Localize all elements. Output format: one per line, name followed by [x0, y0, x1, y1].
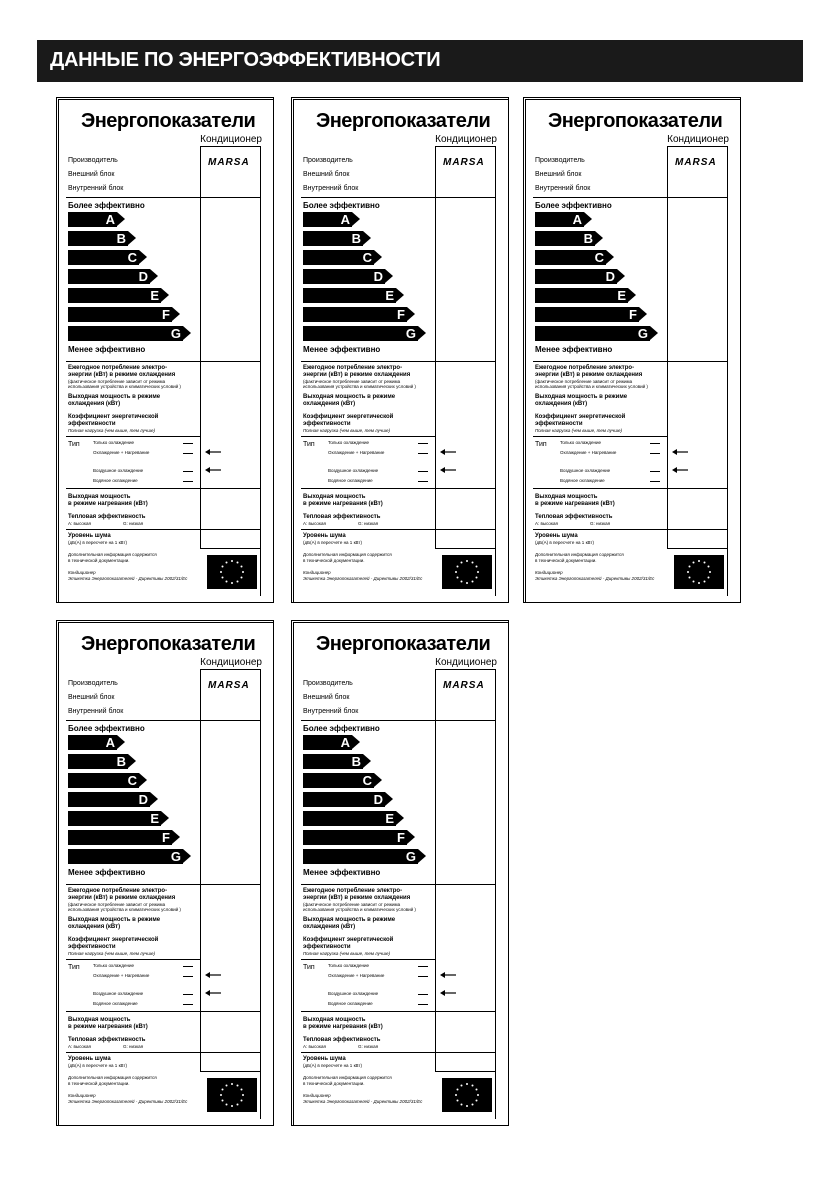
arrow-left-icon [672, 448, 688, 456]
eer-line1: Коэффициент энергетической [303, 414, 394, 420]
eer-line2: эффективности [68, 944, 116, 950]
dash-2 [418, 453, 428, 454]
divider-mid [66, 361, 260, 362]
class-bar-f: F [303, 307, 407, 322]
energy-label-3 [523, 97, 741, 603]
eer-note: Полная нагрузка (чем выше, тем лучше) [303, 428, 390, 433]
dash-4 [183, 1004, 193, 1005]
divider-noise [66, 529, 260, 530]
more-info-line2: в технической документации. [303, 1081, 365, 1086]
noise-title: Уровень шума [68, 533, 111, 539]
class-bar-b: B [68, 231, 128, 246]
heating-output-line2: в режиме нагревания (кВт) [535, 501, 615, 507]
energy-label-5 [291, 620, 509, 1126]
arrow-left-icon [440, 989, 456, 997]
arrow-left-icon [205, 989, 221, 997]
type-option-water: Водяное охлаждение [93, 478, 138, 483]
divider-noise [533, 529, 727, 530]
dash-1 [650, 443, 660, 444]
label-title: Энергопоказатели [316, 110, 491, 132]
annual-consumption-line2: энергии (кВт) в режиме охлаждения [68, 372, 176, 378]
divider-type [301, 436, 435, 437]
class-bar-g: G [68, 849, 183, 864]
annual-note-line1: (фактическое потребление зависит от режима [68, 902, 166, 907]
more-info-line1: Дополнительная информация содержится [303, 1075, 392, 1080]
indoor-unit-label: Внутренний блок [303, 708, 359, 715]
eer-note: Полная нагрузка (чем выше, тем лучше) [68, 951, 155, 956]
type-option-cool-heat: Охлаждение + Нагревание [93, 973, 150, 978]
less-efficient-label: Менее эффективно [68, 868, 146, 877]
annual-consumption-line2: энергии (кВт) в режиме охлаждения [303, 895, 411, 901]
manufacturer-label: Производитель [68, 157, 118, 164]
indoor-unit-label: Внутренний блок [68, 708, 124, 715]
manufacturer-label: Производитель [68, 680, 118, 687]
class-bar-a: A [68, 735, 117, 750]
energy-label-1 [56, 97, 274, 603]
right-column-top-border [200, 146, 260, 147]
heating-eff-g: G: низкая [590, 521, 611, 526]
type-option-water: Водяное охлаждение [560, 478, 605, 483]
divider-noise-right [667, 548, 727, 549]
cooling-output-line1: Выходная мощность в режиме [68, 917, 161, 923]
divider-mid [301, 884, 495, 885]
cooling-output-line2: охлаждения (кВт) [303, 924, 356, 930]
dash-1 [183, 966, 193, 967]
heating-eff-a: А: высокая [303, 1044, 326, 1049]
right-border [495, 669, 496, 1119]
type-option-cool-heat: Охлаждение + Нагревание [328, 973, 385, 978]
manufacturer-label: Производитель [303, 680, 353, 687]
heating-output-line2: в режиме нагревания (кВт) [68, 1024, 148, 1030]
class-bar-g: G [303, 326, 418, 341]
more-efficient-label: Более эффективно [535, 201, 612, 210]
cooling-output-line2: охлаждения (кВт) [68, 401, 121, 407]
noise-note: (дБ(А) в пересчете на 1 кВт) [68, 540, 127, 545]
less-efficient-label: Менее эффективно [68, 345, 146, 354]
right-column-top-border [435, 669, 495, 670]
dash-2 [183, 976, 193, 977]
more-info-line1: Дополнительная информация содержится [68, 1075, 157, 1080]
class-bar-c: C [68, 773, 139, 788]
type-label: Тип [535, 441, 547, 448]
class-bar-g: G [68, 326, 183, 341]
type-option-cooling-only: Только охлаждение [560, 440, 602, 445]
outdoor-unit-label: Внешний блок [535, 171, 582, 178]
indoor-unit-label: Внутренний блок [303, 185, 359, 192]
class-bar-c: C [68, 250, 139, 265]
dash-2 [183, 453, 193, 454]
divider-heating [301, 1011, 495, 1012]
class-bar-f: F [68, 307, 172, 322]
right-border [495, 146, 496, 596]
type-label: Тип [68, 441, 80, 448]
more-efficient-label: Более эффективно [303, 201, 380, 210]
eer-line2: эффективности [68, 421, 116, 427]
right-column-top-border [200, 669, 260, 670]
eu-flag-icon [207, 1078, 257, 1112]
type-label: Тип [68, 964, 80, 971]
noise-title: Уровень шума [303, 1056, 346, 1062]
class-bar-b: B [535, 231, 595, 246]
class-bar-d: D [535, 269, 617, 284]
heating-eff-a: А: высокая [535, 521, 558, 526]
class-bar-c: C [535, 250, 606, 265]
type-label: Тип [303, 441, 315, 448]
class-bar-e: E [68, 288, 161, 303]
outdoor-unit-label: Внешний блок [303, 171, 350, 178]
divider-heating [301, 488, 495, 489]
heating-output-line1: Выходная мощность [303, 1017, 366, 1023]
dash-3 [183, 471, 193, 472]
heating-output-line1: Выходная мощность [303, 494, 366, 500]
more-info-line2: в технической документации. [68, 1081, 130, 1086]
label-title: Энергопоказатели [548, 110, 723, 132]
arrow-left-icon [205, 448, 221, 456]
annual-consumption-line2: энергии (кВт) в режиме охлаждения [535, 372, 643, 378]
energy-label-2 [291, 97, 509, 603]
label-title: Энергопоказатели [81, 633, 256, 655]
class-bar-g: G [535, 326, 650, 341]
annual-note-line2: использования устройства и климатических условий ) [303, 384, 416, 389]
footer-line1: Кондиционер [68, 1093, 96, 1098]
type-option-water: Водяное охлаждение [328, 1001, 373, 1006]
annual-consumption-line1: Ежегодное потребление электро- [535, 365, 635, 371]
label-subtitle: Кондиционер [435, 657, 497, 668]
eer-note: Полная нагрузка (чем выше, тем лучше) [68, 428, 155, 433]
type-option-air: Воздушное охлаждение [560, 468, 611, 473]
class-bar-a: A [535, 212, 584, 227]
arrow-left-icon [440, 448, 456, 456]
heating-eff-g: G: низкая [123, 521, 144, 526]
class-bar-d: D [68, 792, 150, 807]
class-bar-e: E [68, 811, 161, 826]
label-subtitle: Кондиционер [200, 657, 262, 668]
eu-flag-icon [442, 1078, 492, 1112]
label-title: Энергопоказатели [81, 110, 256, 132]
annual-note-line2: использования устройства и климатических условий ) [68, 384, 181, 389]
more-info-line1: Дополнительная информация содержится [68, 552, 157, 557]
divider-top [66, 720, 260, 721]
annual-note-line2: использования устройства и климатических условий ) [68, 907, 181, 912]
noise-title: Уровень шума [303, 533, 346, 539]
footer-line2: Этикетка Энергопоказателей - Директивы 2002/31/Ес [535, 576, 655, 581]
arrow-left-icon [205, 971, 221, 979]
class-bar-e: E [535, 288, 628, 303]
class-bar-b: B [303, 754, 363, 769]
divider-heating [66, 1011, 260, 1012]
noise-title: Уровень шума [68, 1056, 111, 1062]
heating-eff-g: G: низкая [123, 1044, 144, 1049]
annual-note-line1: (фактическое потребление зависит от режима [303, 902, 401, 907]
eu-flag-icon [674, 555, 724, 589]
indoor-unit-label: Внутренний блок [68, 185, 124, 192]
type-option-water: Водяное охлаждение [93, 1001, 138, 1006]
eer-line1: Коэффициент энергетической [68, 937, 159, 943]
footer-line1: Кондиционер [68, 570, 96, 575]
footer-line2: Этикетка Энергопоказателей - Директивы 2002/31/Ес [303, 576, 423, 581]
heating-eff-g: G: низкая [358, 1044, 379, 1049]
divider-noise [301, 529, 495, 530]
footer-line2: Этикетка Энергопоказателей - Директивы 2002/31/Ес [68, 576, 188, 581]
brand-logo: MARSA [443, 157, 485, 168]
dash-3 [418, 994, 428, 995]
type-option-cooling-only: Только охлаждение [328, 440, 370, 445]
noise-title: Уровень шума [535, 533, 578, 539]
eer-note: Полная нагрузка (чем выше, тем лучше) [535, 428, 622, 433]
class-bar-c: C [303, 250, 374, 265]
eer-line1: Коэффициент энергетической [68, 414, 159, 420]
cooling-output-line1: Выходная мощность в режиме [303, 394, 396, 400]
annual-consumption-line2: энергии (кВт) в режиме охлаждения [68, 895, 176, 901]
divider-noise [301, 1052, 495, 1053]
class-bar-c: C [303, 773, 374, 788]
divider-top [301, 197, 495, 198]
divider-top [301, 720, 495, 721]
divider-heating [66, 488, 260, 489]
footer-line1: Кондиционер [303, 1093, 331, 1098]
heating-eff-title: Тепловая эффективность [303, 514, 381, 520]
type-option-air: Воздушное охлаждение [93, 468, 144, 473]
divider-type [66, 959, 200, 960]
divider-mid [66, 884, 260, 885]
page-header [37, 40, 803, 82]
dash-1 [418, 443, 428, 444]
energy-label-4 [56, 620, 274, 1126]
heating-eff-title: Тепловая эффективность [68, 1037, 146, 1043]
class-bar-d: D [303, 269, 385, 284]
type-option-air: Воздушное охлаждение [93, 991, 144, 996]
heating-eff-a: А: высокая [303, 521, 326, 526]
annual-consumption-line1: Ежегодное потребление электро- [303, 888, 403, 894]
dash-4 [650, 481, 660, 482]
type-option-cool-heat: Охлаждение + Нагревание [560, 450, 617, 455]
annual-note-line2: использования устройства и климатических условий ) [535, 384, 648, 389]
brand-logo: MARSA [208, 680, 250, 691]
more-info-line2: в технической документации. [303, 558, 365, 563]
dash-4 [183, 481, 193, 482]
dash-3 [418, 471, 428, 472]
cooling-output-line2: охлаждения (кВт) [68, 924, 121, 930]
class-bar-g: G [303, 849, 418, 864]
outdoor-unit-label: Внешний блок [303, 694, 350, 701]
dash-1 [418, 966, 428, 967]
type-label: Тип [303, 964, 315, 971]
less-efficient-label: Менее эффективно [303, 345, 381, 354]
class-bar-f: F [68, 830, 172, 845]
divider-noise [66, 1052, 260, 1053]
type-option-cool-heat: Охлаждение + Нагревание [328, 450, 385, 455]
type-option-water: Водяное охлаждение [328, 478, 373, 483]
class-bar-f: F [535, 307, 639, 322]
eu-flag-icon [442, 555, 492, 589]
type-option-cooling-only: Только охлаждение [93, 963, 135, 968]
more-info-line2: в технической документации. [535, 558, 597, 563]
heating-eff-title: Тепловая эффективность [68, 514, 146, 520]
noise-note: (дБ(А) в пересчете на 1 кВт) [303, 540, 362, 545]
more-efficient-label: Более эффективно [68, 724, 145, 733]
divider-noise-right [200, 548, 260, 549]
cooling-output-line1: Выходная мощность в режиме [68, 394, 161, 400]
heating-eff-a: А: высокая [68, 521, 91, 526]
annual-note-line2: использования устройства и климатических условий ) [303, 907, 416, 912]
noise-note: (дБ(А) в пересчете на 1 кВт) [68, 1063, 127, 1068]
divider-top [66, 197, 260, 198]
heating-eff-title: Тепловая эффективность [303, 1037, 381, 1043]
annual-note-line1: (фактическое потребление зависит от режима [68, 379, 166, 384]
manufacturer-label: Производитель [303, 157, 353, 164]
type-option-cool-heat: Охлаждение + Нагревание [93, 450, 150, 455]
class-bar-b: B [68, 754, 128, 769]
annual-consumption-line1: Ежегодное потребление электро- [303, 365, 403, 371]
dash-2 [418, 976, 428, 977]
eu-flag-icon [207, 555, 257, 589]
arrow-left-icon [205, 466, 221, 474]
outdoor-unit-label: Внешний блок [68, 171, 115, 178]
divider-noise-right [435, 1071, 495, 1072]
more-info-line1: Дополнительная информация содержится [303, 552, 392, 557]
heating-output-line1: Выходная мощность [535, 494, 598, 500]
divider-noise-right [200, 1071, 260, 1072]
class-bar-d: D [303, 792, 385, 807]
label-subtitle: Кондиционер [435, 134, 497, 145]
more-efficient-label: Более эффективно [303, 724, 380, 733]
dash-4 [418, 481, 428, 482]
cooling-output-line2: охлаждения (кВт) [535, 401, 588, 407]
cooling-output-line1: Выходная мощность в режиме [303, 917, 396, 923]
footer-line1: Кондиционер [303, 570, 331, 575]
right-border [727, 146, 728, 596]
annual-note-line1: (фактическое потребление зависит от режима [535, 379, 633, 384]
annual-consumption-line2: энергии (кВт) в режиме охлаждения [303, 372, 411, 378]
divider-noise-right [435, 548, 495, 549]
label-title: Энергопоказатели [316, 633, 491, 655]
class-bar-b: B [303, 231, 363, 246]
cooling-output-line2: охлаждения (кВт) [303, 401, 356, 407]
annual-note-line1: (фактическое потребление зависит от режима [303, 379, 401, 384]
heating-output-line1: Выходная мощность [68, 494, 131, 500]
type-option-air: Воздушное охлаждение [328, 468, 379, 473]
more-info-line2: в технической документации. [68, 558, 130, 563]
noise-note: (дБ(А) в пересчете на 1 кВт) [303, 1063, 362, 1068]
divider-type [66, 436, 200, 437]
type-option-air: Воздушное охлаждение [328, 991, 379, 996]
arrow-left-icon [440, 971, 456, 979]
right-border [260, 146, 261, 596]
class-bar-a: A [68, 212, 117, 227]
page-title: ДАННЫЕ ПО ЭНЕРГОЭФФЕКТИВНОСТИ [50, 49, 441, 71]
label-subtitle: Кондиционер [200, 134, 262, 145]
eer-line1: Коэффициент энергетической [303, 937, 394, 943]
eer-line1: Коэффициент энергетической [535, 414, 626, 420]
more-efficient-label: Более эффективно [68, 201, 145, 210]
class-bar-e: E [303, 811, 396, 826]
dash-3 [650, 471, 660, 472]
heating-output-line2: в режиме нагревания (кВт) [68, 501, 148, 507]
dash-1 [183, 443, 193, 444]
manufacturer-label: Производитель [535, 157, 585, 164]
eer-line2: эффективности [535, 421, 583, 427]
less-efficient-label: Менее эффективно [303, 868, 381, 877]
divider-top [533, 197, 727, 198]
class-bar-a: A [303, 212, 352, 227]
annual-consumption-line1: Ежегодное потребление электро- [68, 365, 168, 371]
footer-line1: Кондиционер [535, 570, 563, 575]
right-column-top-border [667, 146, 727, 147]
heating-eff-g: G: низкая [358, 521, 379, 526]
type-option-cooling-only: Только охлаждение [328, 963, 370, 968]
noise-note: (дБ(А) в пересчете на 1 кВт) [535, 540, 594, 545]
dash-3 [183, 994, 193, 995]
arrow-left-icon [672, 466, 688, 474]
brand-logo: MARSA [675, 157, 717, 168]
eer-note: Полная нагрузка (чем выше, тем лучше) [303, 951, 390, 956]
indoor-unit-label: Внутренний блок [535, 185, 591, 192]
class-bar-e: E [303, 288, 396, 303]
divider-heating [533, 488, 727, 489]
right-column-top-border [435, 146, 495, 147]
class-bar-f: F [303, 830, 407, 845]
divider-mid [533, 361, 727, 362]
heating-output-line2: в режиме нагревания (кВт) [303, 501, 383, 507]
class-bar-a: A [303, 735, 352, 750]
eer-line2: эффективности [303, 421, 351, 427]
dash-4 [418, 1004, 428, 1005]
label-subtitle: Кондиционер [667, 134, 729, 145]
annual-consumption-line1: Ежегодное потребление электро- [68, 888, 168, 894]
less-efficient-label: Менее эффективно [535, 345, 613, 354]
heating-eff-title: Тепловая эффективность [535, 514, 613, 520]
more-info-line1: Дополнительная информация содержится [535, 552, 624, 557]
footer-line2: Этикетка Энергопоказателей - Директивы 2002/31/Ес [68, 1099, 188, 1104]
cooling-output-line1: Выходная мощность в режиме [535, 394, 628, 400]
right-border [260, 669, 261, 1119]
brand-logo: MARSA [443, 680, 485, 691]
footer-line2: Этикетка Энергопоказателей - Директивы 2002/31/Ес [303, 1099, 423, 1104]
divider-type [533, 436, 667, 437]
brand-logo: MARSA [208, 157, 250, 168]
heating-output-line1: Выходная мощность [68, 1017, 131, 1023]
arrow-left-icon [440, 466, 456, 474]
outdoor-unit-label: Внешний блок [68, 694, 115, 701]
eer-line2: эффективности [303, 944, 351, 950]
divider-type [301, 959, 435, 960]
heating-eff-a: А: высокая [68, 1044, 91, 1049]
divider-mid [301, 361, 495, 362]
type-option-cooling-only: Только охлаждение [93, 440, 135, 445]
class-bar-d: D [68, 269, 150, 284]
dash-2 [650, 453, 660, 454]
heating-output-line2: в режиме нагревания (кВт) [303, 1024, 383, 1030]
